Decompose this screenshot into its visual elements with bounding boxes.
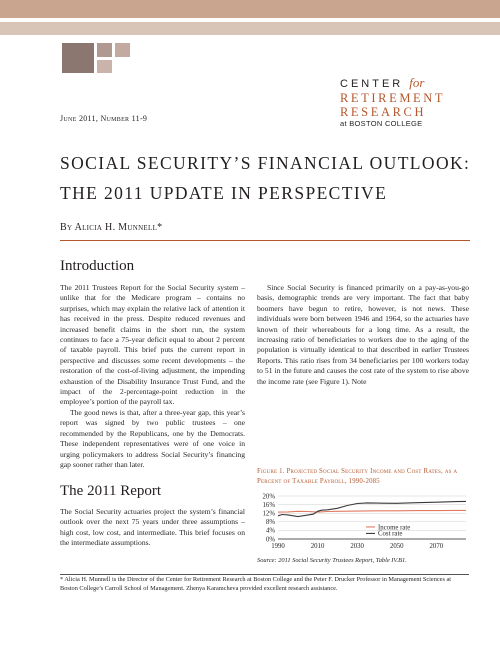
figure-1-chart — [250, 493, 470, 555]
mid-color-band — [0, 22, 500, 35]
logo-line-3: RESEARCH — [340, 104, 427, 119]
header-rule — [60, 240, 470, 241]
logo-line-1: CENTER — [340, 78, 404, 90]
x-tick-label: 2070 — [429, 543, 444, 550]
intro-paragraph-2: The good news is that, after a three-year gap, this year’s report was signed by two public trustees – one recommended by the Republicans, one by the Democrats. These independent representatives were of one voice in urging policymakers to address Social Security’s financing gap sooner rather than later. — [60, 407, 245, 469]
right-paragraph-1: Since Social Security is financed primarily on a pay-as-you-go basis, demographic trends are very important. The fact that baby boomers have begun to retire, however, is not news. These individuals were born between 1946 and 1964, so the actuaries have known of their whereabouts for a long time. As a result, the increasing ratio of beneficiaries to workers due to the aging of the population is virtually identical to that described in earlier Trustees Reports. This ratio rises from 34 beneficiaries per 100 workers today to 51 in the future and causes the cost rate of the system to rise above the income rate (see Figure 1). Note — [257, 283, 469, 386]
x-tick-label: 2050 — [389, 543, 404, 550]
issue-number: June 2011, Number 11-9 — [60, 114, 148, 123]
right-column — [257, 283, 469, 387]
figure-title: Figure 1. Projected Social Security Income and Cost Rates, as a Percent of Taxable Payroll, 1990-2085 — [257, 468, 458, 485]
author-byline: By Alicia H. Munnell* — [60, 222, 163, 233]
page-title — [60, 148, 480, 208]
x-tick-label: 2030 — [350, 543, 364, 550]
section-heading-2011-report: The 2011 Report — [60, 483, 162, 499]
logo-line-2: RETIREMENT — [340, 91, 446, 105]
y-tick-label: 4% — [265, 527, 275, 535]
title-line-2: THE 2011 UPDATE IN PERSPECTIVE — [60, 183, 388, 203]
x-tick-label: 1990 — [271, 543, 285, 550]
section-heading-introduction: Introduction — [60, 258, 135, 274]
decorative-square-small — [115, 43, 130, 57]
report-column — [60, 507, 245, 549]
report-paragraph-1: The Social Security actuaries project the system’s financial outlook over the next 75 years under three assumptions – high cost, low cost, and intermediate. This brief focuses on the intermediate assumptions. — [60, 507, 245, 548]
y-tick-label: 20% — [262, 493, 275, 501]
x-tick-label: 2010 — [310, 543, 325, 550]
crr-logo — [340, 76, 460, 128]
logo-line-1-italic: for — [409, 75, 425, 90]
decorative-square-small — [97, 60, 112, 73]
y-tick-label: 0% — [265, 536, 275, 544]
y-tick-label: 16% — [262, 501, 275, 509]
footnote-rule — [60, 574, 469, 575]
intro-paragraph-1: The 2011 Trustees Report for the Social Security system – unlike that for the Medicare program – contains no surprises, which may explain the relative lack of attention it has received in the press. Despite reduced revenues and increased benefit claims in the short run, the system continues to face a 75-year deficit equal to about 2 percent of taxable payroll. This brief puts the current report in perspective and discusses some recent developments – the restoration of the cost-of-living adjustment, the impending exhaustion of the Disability Insurance Trust Fund, and the impact of the 2-percentage-point reduction in the employee’s portion of the payroll tax. — [60, 283, 245, 407]
footnote: * Alicia H. Munnell is the Director of the Center for Retirement Research at Boston College and the Peter F. Drucker Professor in Management Sciences at Boston College’s Carroll School of Management. Zhenya Karamcheva provided excellent research assistance. — [60, 576, 452, 592]
intro-column — [60, 283, 245, 470]
top-color-band — [0, 0, 500, 18]
logo-line-4: at BOSTON COLLEGE — [340, 119, 423, 128]
y-tick-label: 8% — [265, 519, 275, 527]
y-tick-label: 12% — [262, 510, 275, 518]
legend-label: Income rate — [378, 524, 411, 532]
figure-source: Source: 2011 Social Security Trustees Report, Table IV.B1. — [257, 557, 407, 564]
decorative-square-small — [97, 43, 112, 57]
decorative-square-large — [62, 43, 94, 73]
legend-label: Cost rate — [378, 530, 403, 538]
series-line-income-rate — [278, 510, 466, 512]
series-line-cost-rate — [278, 501, 466, 516]
title-line-1: SOCIAL SECURITY’S FINANCIAL OUTLOOK: — [60, 153, 471, 173]
